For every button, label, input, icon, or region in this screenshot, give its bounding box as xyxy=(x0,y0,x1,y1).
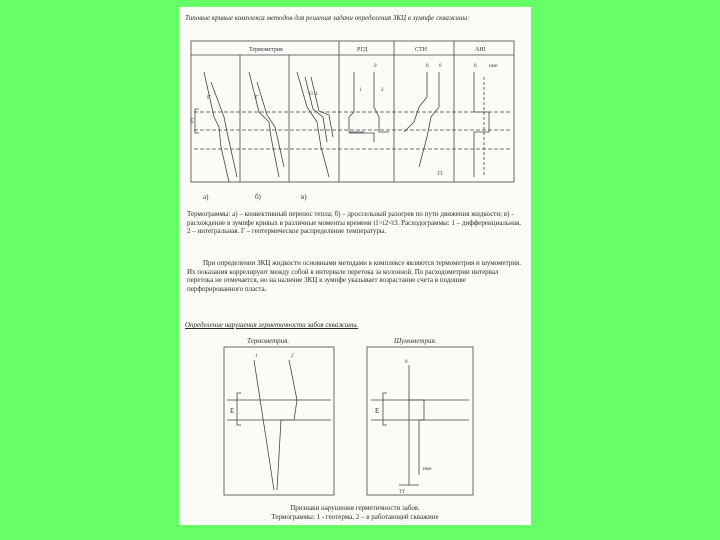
label-g2: Г xyxy=(255,95,259,101)
col-ann-label: АНІ xyxy=(475,47,486,53)
fig2-label-e2: E xyxy=(375,407,380,415)
section-title: Определение нарушения герметичности забоя скважины. xyxy=(185,321,359,329)
fig2-label-0: 0 xyxy=(405,360,408,365)
curve-termogram-a xyxy=(204,72,229,182)
label-t: t3 t1 xyxy=(309,92,319,97)
curve-geotherm xyxy=(254,360,274,490)
label-tt: ТТ xyxy=(437,172,444,177)
label-e: E xyxy=(190,117,195,125)
caption-well-bottom-2: Термограммы: 1 - геотерма, 2 – в работающей скважине xyxy=(271,513,439,521)
fig2-right-title: Шумометрия. xyxy=(394,337,437,345)
label-2: 2 xyxy=(381,88,384,93)
label-0b: 0 xyxy=(439,64,442,69)
label-g1: Г xyxy=(207,95,211,101)
fig2-label-imp: имп xyxy=(423,467,432,472)
caption-termograms: Термограммы: а) – конвективный перенос тепла; б) – дроссельный разогрев по пути движения жидкости; в) - расхождение в зумпфе кривых в различные моменты времени t1<t2<t3. Расходограммы: 1 – дифференциальная, 2 – интегральная. Г – геотермическое распределение температуры. xyxy=(187,210,521,235)
curve-rgd xyxy=(349,72,364,132)
sub-label-v: в) xyxy=(301,193,307,201)
paragraph-zkc: При определении ЗКЦ жидкости основными методами в комплексе являются термометрия и шумометрия. Их показания коррелируют между собой в интервале перетока за колонной. По расходометрии интервал перетока не отмечается, но на наличие ЗКЦ в зумпфе указывает возрастание счета в подошве перфорированного пласта. xyxy=(187,259,521,293)
sub-label-b: б) xyxy=(255,193,261,201)
figure2-left-frame xyxy=(224,347,334,495)
fig2-label-tt: ТТ xyxy=(399,490,406,495)
curve-noise xyxy=(409,400,424,475)
page-header: Типовые кривые комплекса методов для решения задачи определения ЗКЦ в зумпфе скважины: xyxy=(185,14,470,22)
curve-stn xyxy=(404,72,427,132)
fig2-left-title: Термометрия. xyxy=(247,337,290,345)
figure1-frame xyxy=(191,41,514,182)
curve-ani xyxy=(474,72,489,177)
fig2-label-1: 1 xyxy=(255,354,258,359)
sub-label-a: а) xyxy=(203,193,209,201)
label-0c: 0 xyxy=(474,64,477,69)
col-termometria-label: Термометрия xyxy=(249,47,283,53)
curve-working-well xyxy=(277,360,297,490)
figure-well-bottom xyxy=(219,335,479,500)
curve-termogram-b xyxy=(249,72,279,177)
col-rgd-label: РГД xyxy=(357,47,368,53)
label-0a: 0 xyxy=(374,64,377,69)
fig2-label-e1: E xyxy=(230,407,235,415)
label-0d: 0 xyxy=(426,64,429,69)
label-imp: имп xyxy=(489,64,498,69)
caption-well-bottom-1: Признаки нарушения герметичности забоя. xyxy=(290,504,420,512)
col-stn-label: СТН xyxy=(415,47,427,53)
document-page xyxy=(179,7,531,525)
fig2-label-2: 2 xyxy=(291,354,294,359)
figure-typical-curves xyxy=(189,37,519,207)
label-1: 1 xyxy=(359,88,362,93)
